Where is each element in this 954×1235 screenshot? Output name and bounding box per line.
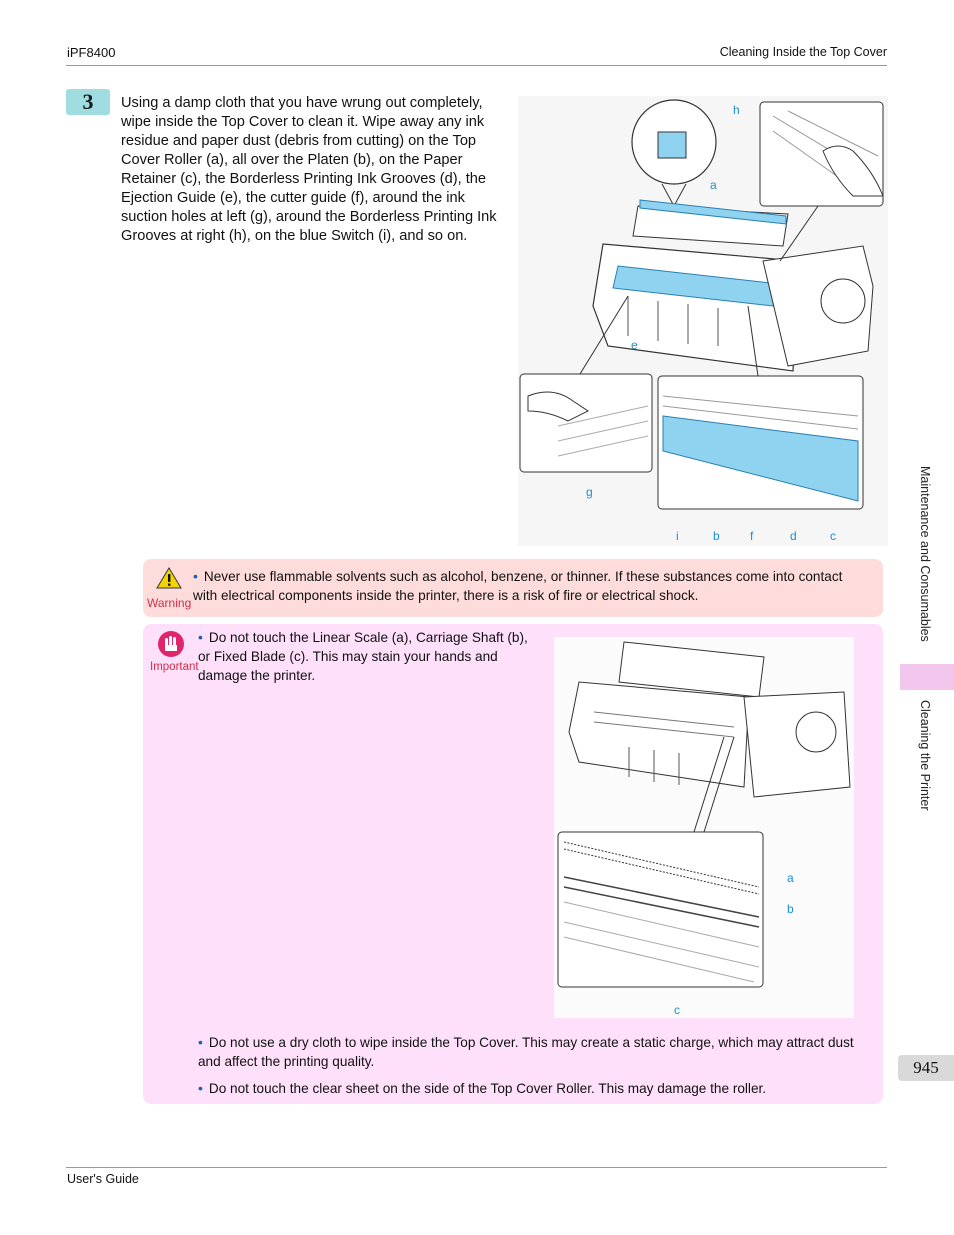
- warning-label: Warning: [147, 596, 192, 610]
- important-item-1: • Do not touch the Linear Scale (a), Carriage Shaft (b), or Fixed Blade (c). This may stain your hands and damage the printer.: [198, 629, 528, 683]
- important-hand-icon: [157, 630, 185, 658]
- label-e: e: [631, 338, 638, 352]
- step-number-badge: 3: [66, 89, 110, 115]
- fig2-label-c: c: [674, 1003, 680, 1017]
- sidebar-subsection: Cleaning the Printer: [918, 700, 932, 811]
- printer-right-unit-2: [744, 692, 850, 797]
- label-c: c: [830, 529, 836, 543]
- page-number: 945: [898, 1055, 954, 1081]
- inset-scale: [558, 832, 763, 987]
- blue-switch: [658, 132, 686, 158]
- bullet-icon: •: [198, 1080, 203, 1096]
- fig2-label-b: b: [787, 902, 794, 916]
- important-item-3: • Do not touch the clear sheet on the side of the Top Cover Roller. This may damage the roller.: [198, 1080, 767, 1096]
- sidebar-section: Maintenance and Consumables: [918, 466, 932, 642]
- header-right: Cleaning Inside the Top Cover: [719, 45, 887, 59]
- label-g: g: [586, 485, 593, 499]
- footer-text: User's Guide: [67, 1172, 139, 1186]
- footer-rule: [66, 1167, 887, 1168]
- roll-holder: [821, 279, 865, 323]
- label-i: i: [676, 529, 679, 543]
- bullet-icon: •: [198, 629, 203, 645]
- header-rule: [66, 65, 887, 66]
- warning-icon: [156, 566, 182, 590]
- label-f: f: [750, 529, 754, 543]
- linear-scale-illustration: [554, 637, 854, 1018]
- roll-holder-2: [796, 712, 836, 752]
- inset-g: [520, 374, 652, 472]
- label-h: h: [733, 103, 740, 117]
- label-b: b: [713, 529, 720, 543]
- step-instruction: Using a damp cloth that you have wrung out completely, wipe inside the Top Cover to clean it. Wipe away any ink residue and paper dust (debris from cutting) on the Top Cover Roller (a), all over the Platen (b), on the Paper Retainer (c), the Borderless Printing Ink Grooves (d), the Ejection Guide (e), the cutter guide (f), around the ink suction holes at left (g), around the Borderless Printing Ink Grooves at right (h), on the blue Switch (i), and so on.: [121, 95, 497, 244]
- sidebar-active-tab: [900, 664, 954, 690]
- header-left: iPF8400: [67, 45, 116, 60]
- warning-item: • Never use flammable solvents such as alcohol, benzene, or thinner. If these substances come into contact with electrical components inside the printer, there is a risk of fire or electrical shock.: [193, 568, 843, 603]
- important-label: Important: [150, 661, 199, 673]
- label-a: a: [710, 178, 717, 192]
- fig2-label-a: a: [787, 871, 794, 885]
- important-item-2: • Do not use a dry cloth to wipe inside the Top Cover. This may create a static charge, which may attract dust and affect the printing quality.: [198, 1034, 854, 1069]
- bullet-icon: •: [198, 1034, 203, 1050]
- label-d: d: [790, 529, 797, 543]
- printer-cleaning-illustration: [518, 96, 888, 546]
- bullet-icon: •: [193, 568, 198, 584]
